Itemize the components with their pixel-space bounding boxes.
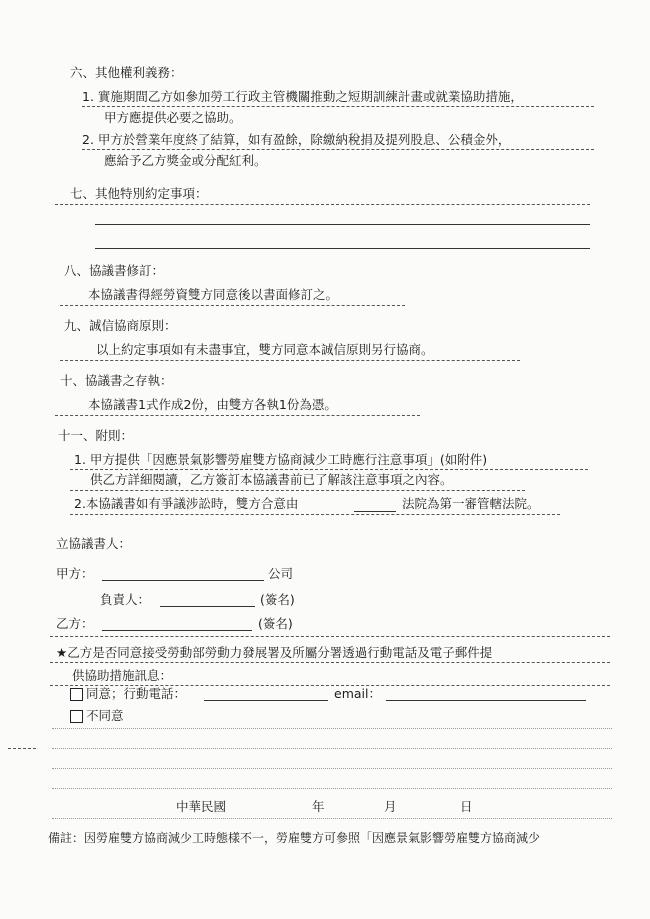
section-6-item-2-line-2: 應給予乙方獎金或分配紅利。 xyxy=(104,153,267,168)
signers-heading: 立協議書人： xyxy=(56,536,132,551)
section-11-heading: 十一、附則： xyxy=(58,428,134,443)
sign-label-2: (簽名) xyxy=(258,616,293,631)
ruled-line xyxy=(52,728,612,729)
section-11-item-1-line-1: 1. 甲方提供「因應景氣影響勞雇雙方協商減少工時應行注意事項」(如附件) xyxy=(74,452,488,467)
section-10-body: 本協議書1式作成2份，由雙方各執1份為憑。 xyxy=(88,397,337,412)
responsible-label: 負責人： xyxy=(100,592,151,607)
party-a-label: 甲方： xyxy=(56,566,94,581)
disagree-checkbox[interactable] xyxy=(70,710,83,723)
section-6-item-1-line-1: 1. 實施期間乙方如參加勞工行政主管機關推動之短期訓練計畫或就業協助措施， xyxy=(82,89,523,104)
ruled-line xyxy=(52,768,612,769)
court-blank xyxy=(354,511,396,512)
ruled-line xyxy=(52,748,612,749)
section-11-item-1-line-2: 供乙方詳細閱讀，乙方簽訂本協議書前已了解該注意事項之內容。 xyxy=(90,472,453,487)
date-month: 月 xyxy=(384,799,397,814)
agree-label: 同意；行動電話： xyxy=(86,686,187,701)
section-7-heading: 七、其他特別約定事項： xyxy=(70,186,208,201)
section-10-heading: 十、協議書之存執： xyxy=(60,373,173,388)
section-8-body: 本協議書得經勞資雙方同意後以書面修訂之。 xyxy=(88,287,339,302)
handwritten-underline xyxy=(70,514,560,515)
section-8-heading: 八、協議書修訂： xyxy=(64,263,165,278)
section-6-item-1-line-2: 甲方應提供必要之協助。 xyxy=(104,110,242,125)
blank-line xyxy=(95,224,590,225)
agree-checkbox[interactable] xyxy=(70,688,83,701)
handwritten-underline xyxy=(60,305,405,306)
date-day: 日 xyxy=(460,799,473,814)
handwritten-underline xyxy=(50,636,610,637)
consent-question-line-2: 供協助措施訊息： xyxy=(72,668,173,683)
blank-line xyxy=(95,248,590,249)
handwritten-underline xyxy=(50,662,610,663)
ruled-line xyxy=(52,818,612,819)
section-9-body: 以上約定事項如有未盡事宜，雙方同意本誠信原則另行協商。 xyxy=(96,342,434,357)
handwritten-underline xyxy=(82,149,594,150)
email-blank xyxy=(386,700,586,701)
margin-mark xyxy=(8,748,36,749)
party-b-blank xyxy=(102,630,252,631)
handwritten-underline xyxy=(70,490,525,491)
consent-question-line-1: ★乙方是否同意接受勞動部勞動力發展署及所屬分署透過行動電話及電子郵件提 xyxy=(56,645,493,660)
email-label: email： xyxy=(334,686,381,701)
ruled-line xyxy=(52,788,612,789)
date-year: 年 xyxy=(312,799,325,814)
footnote: 備註：因勞雇雙方協商減少工時態樣不一，勞雇雙方可參照「因應景氣影響勞雇雙方協商減少 xyxy=(48,831,541,845)
handwritten-underline xyxy=(55,204,590,205)
disagree-label: 不同意 xyxy=(86,708,124,723)
date-era: 中華民國 xyxy=(176,799,227,814)
company-suffix: 公司 xyxy=(268,566,294,581)
sign-label-1: (簽名) xyxy=(260,592,295,607)
party-b-label: 乙方： xyxy=(56,616,94,631)
section-6-item-2-line-1: 2. 甲方於營業年度終了結算，如有盈餘，除繳納稅捐及提列股息、公積金外， xyxy=(82,132,511,147)
handwritten-underline xyxy=(82,106,594,107)
section-6-heading: 六、其他權利義務： xyxy=(70,65,183,80)
section-11-item-2-prefix: 2.本協議書如有爭議涉訟時，雙方合意由 xyxy=(74,496,299,511)
responsible-blank xyxy=(160,606,255,607)
handwritten-underline xyxy=(60,360,520,361)
section-9-heading: 九、誠信協商原則： xyxy=(64,318,177,333)
mobile-phone-blank xyxy=(204,700,328,701)
section-11-item-2-suffix: 法院為第一審管轄法院。 xyxy=(402,496,540,511)
party-a-blank xyxy=(102,580,264,581)
handwritten-underline xyxy=(55,415,420,416)
handwritten-underline xyxy=(70,469,588,470)
